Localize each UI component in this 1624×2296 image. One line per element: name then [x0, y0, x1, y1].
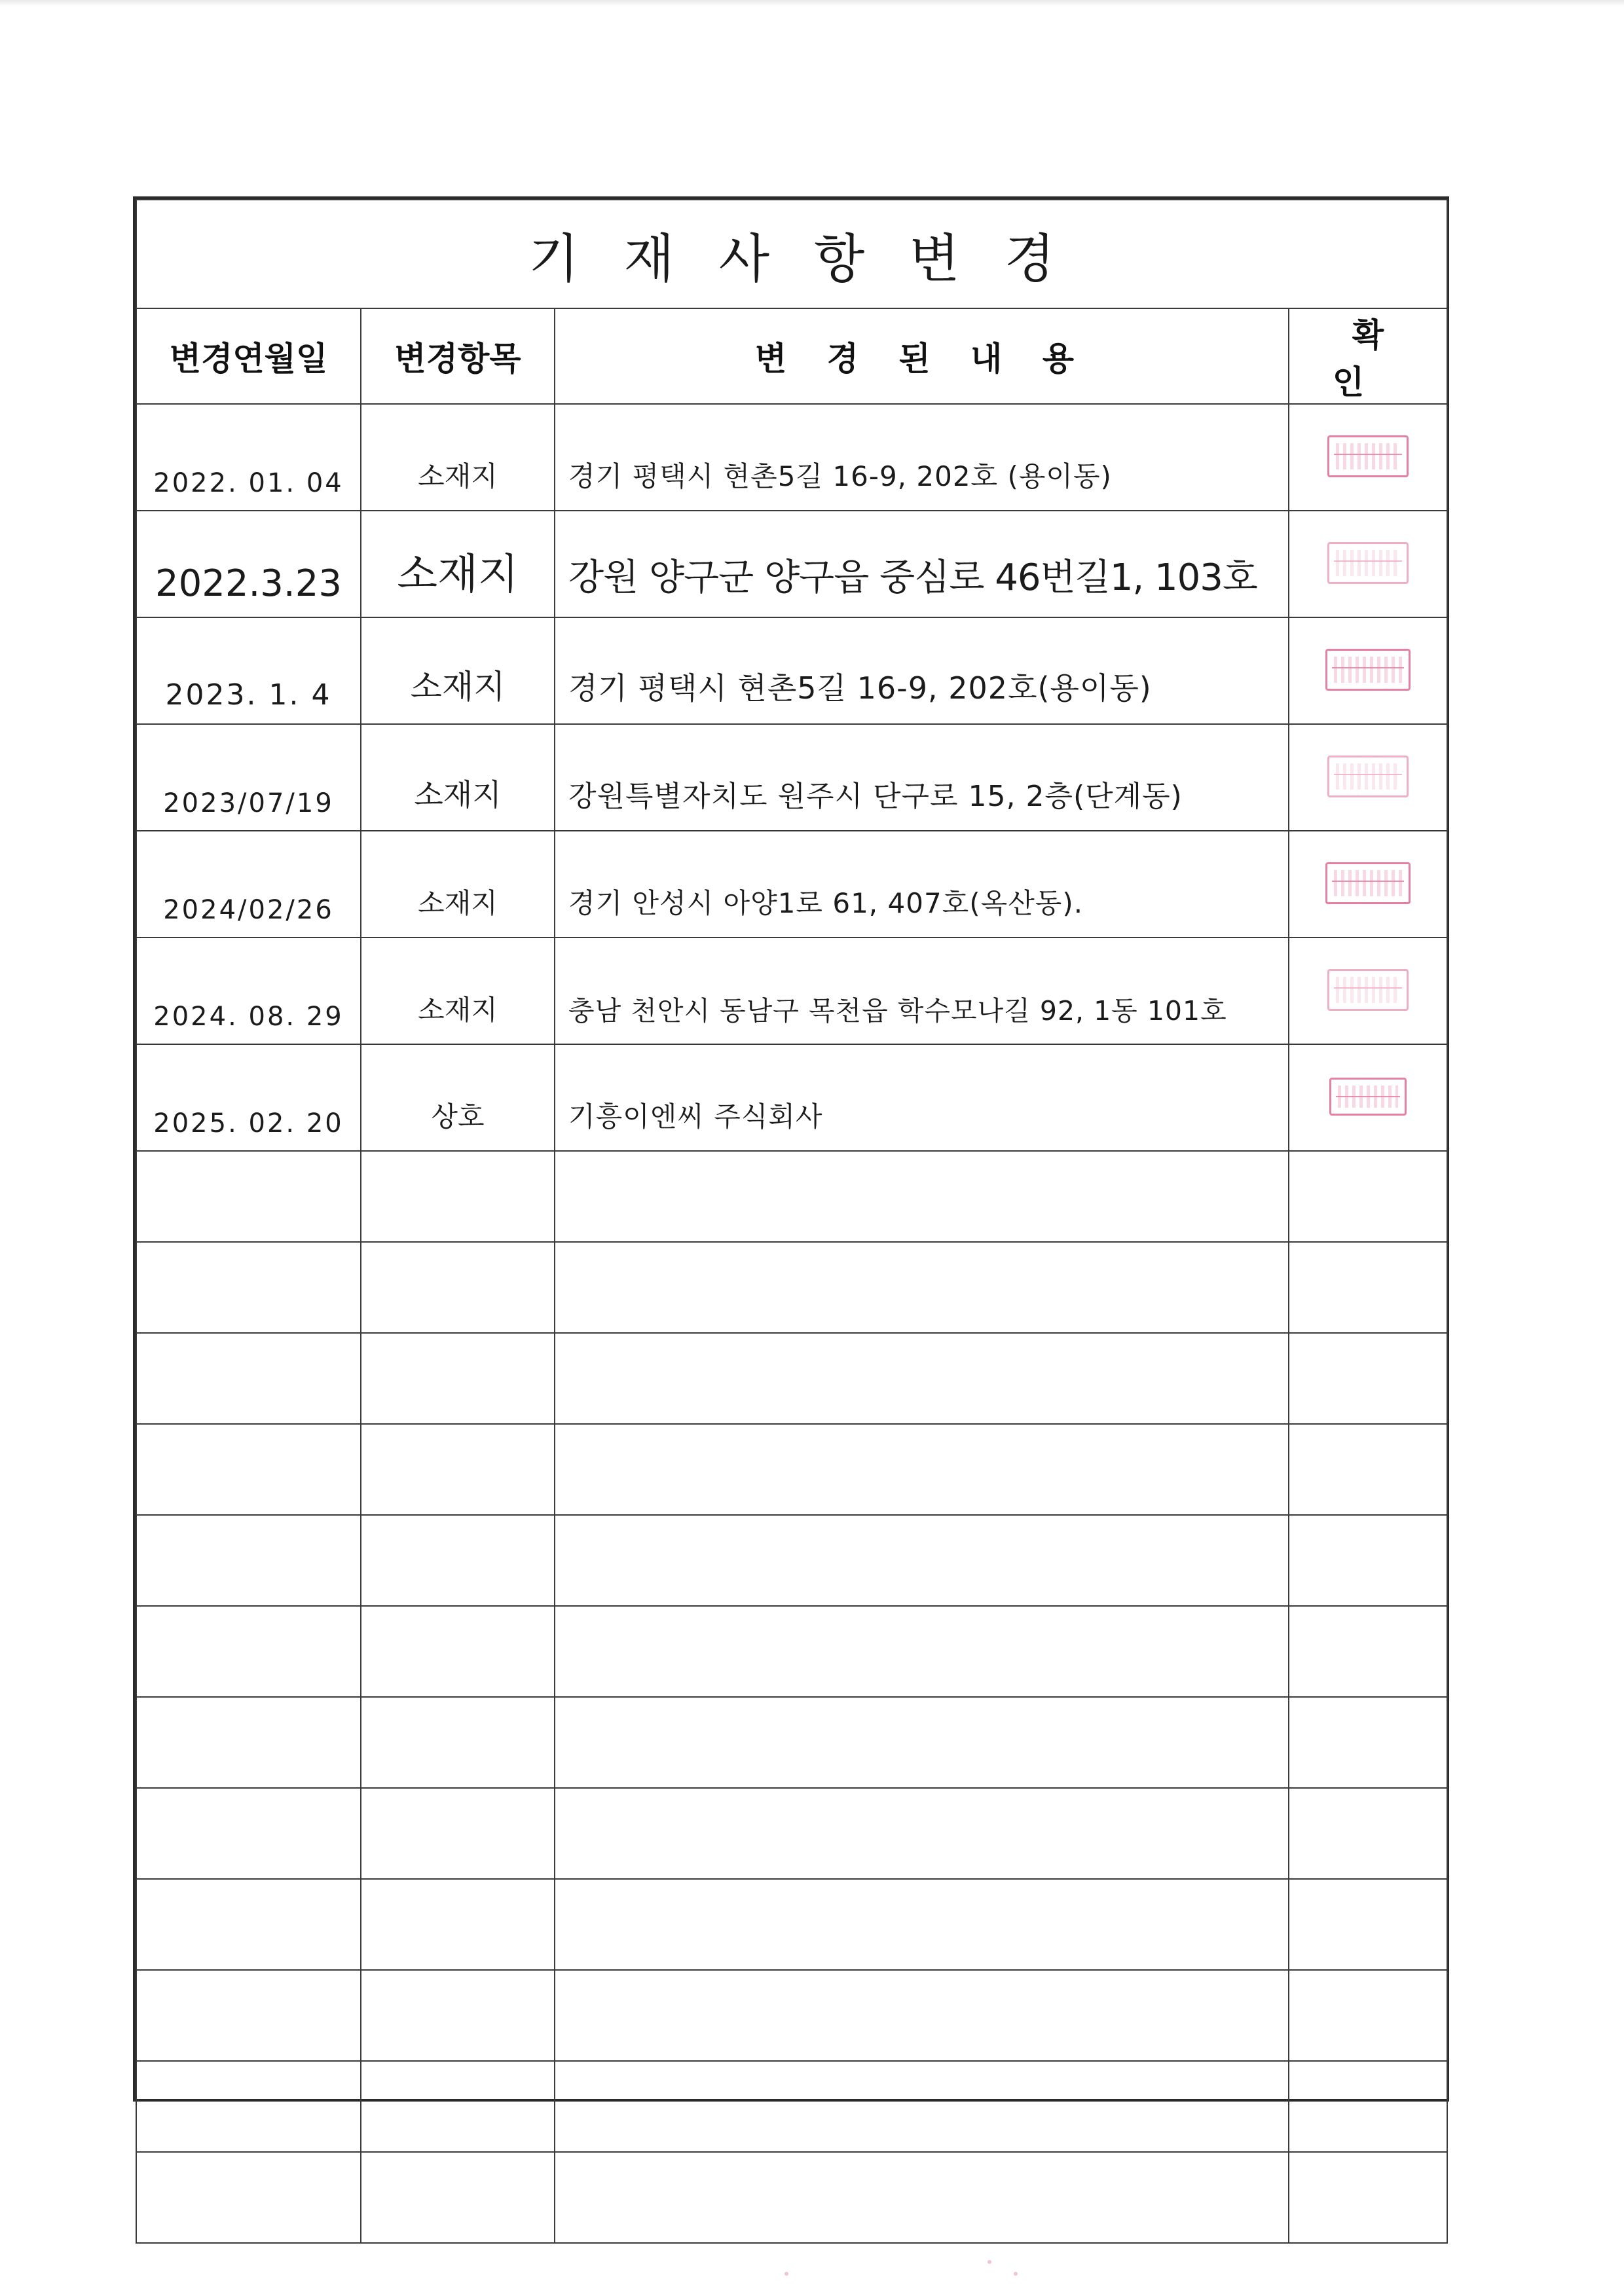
blank-row: [136, 1333, 1447, 1424]
header-change-item: 변경항목: [361, 308, 555, 404]
confirm-stamp-icon: [1327, 542, 1409, 584]
blank-cell: [361, 1788, 555, 1879]
blank-cell: [555, 1424, 1289, 1515]
entry-date: 2022. 01. 04: [153, 468, 344, 498]
blank-cell: [136, 1424, 361, 1515]
blank-cell: [136, 1515, 361, 1606]
form-title-char: 변: [909, 228, 960, 289]
table-row: [136, 724, 1447, 831]
blank-cell: [361, 1151, 555, 1242]
table-row: [136, 831, 1447, 938]
blank-cell: [555, 2061, 1289, 2152]
blank-cell: [136, 2061, 361, 2152]
blank-cell: [555, 1242, 1289, 1333]
blank-cell: [361, 1515, 555, 1606]
blank-row: [136, 1515, 1447, 1606]
blank-cell: [555, 1697, 1289, 1788]
blank-cell: [361, 1424, 555, 1515]
entry-item: 소재지: [418, 460, 498, 492]
blank-row: [136, 1242, 1447, 1333]
entry-date: 2022.3.23: [155, 562, 342, 605]
form-title-char: 항: [814, 228, 865, 289]
blank-cell: [136, 1606, 361, 1697]
blank-row: [136, 2152, 1447, 2243]
blank-cell: [555, 1333, 1289, 1424]
blank-cell: [1289, 1151, 1447, 1242]
blank-cell: [136, 1879, 361, 1970]
blank-row: [136, 2061, 1447, 2152]
blank-row: [136, 1424, 1447, 1515]
form-title-char: 기: [528, 228, 580, 289]
blank-cell: [361, 2061, 555, 2152]
confirm-stamp-icon: [1327, 969, 1409, 1011]
blank-cell: [555, 1879, 1289, 1970]
header-change-date: 변경연월일: [136, 308, 361, 404]
blank-cell: [136, 1151, 361, 1242]
form-title: [136, 200, 1447, 308]
blank-cell: [1289, 1424, 1447, 1515]
header-row: [136, 308, 1447, 404]
blank-cell: [555, 1606, 1289, 1697]
entry-item: 소재지: [414, 777, 502, 812]
change-record-form: [133, 196, 1449, 2102]
ink-residue: [784, 2272, 788, 2276]
confirm-stamp-icon: [1325, 649, 1411, 691]
scan-edge: [0, 0, 1624, 7]
confirm-stamp-icon: [1329, 1078, 1407, 1116]
table-row: [136, 938, 1447, 1044]
blank-cell: [1289, 1242, 1447, 1333]
blank-cell: [361, 1970, 555, 2061]
blank-cell: [1289, 1606, 1447, 1697]
table-row: [136, 404, 1447, 511]
header-changed-content: 변 경 된 내 용: [555, 308, 1289, 404]
blank-cell: [1289, 1788, 1447, 1879]
ink-residue: [1014, 2272, 1018, 2276]
blank-cell: [1289, 2061, 1447, 2152]
blank-row: [136, 1151, 1447, 1242]
blank-cell: [361, 1879, 555, 1970]
blank-row: [136, 1788, 1447, 1879]
entry-content: 경기 안성시 아양1로 61, 407호(옥산동).: [568, 887, 1084, 919]
entry-content: 강원 양구군 양구읍 중심로 46번길1, 103호: [568, 556, 1257, 599]
blank-cell: [1289, 1333, 1447, 1424]
entry-item: 상호: [431, 1101, 485, 1133]
blank-cell: [555, 1970, 1289, 2061]
form-title-char: 경: [1004, 228, 1055, 289]
entry-content: 경기 평택시 현촌5길 16-9, 202호 (용이동): [568, 460, 1112, 492]
form-title-char: 사: [718, 228, 769, 289]
confirm-stamp-icon: [1327, 756, 1409, 797]
blank-cell: [1289, 1515, 1447, 1606]
table-row: [136, 617, 1447, 724]
entry-content: 경기 평택시 현촌5길 16-9, 202호(용이동): [568, 670, 1152, 706]
table-row: [136, 1044, 1447, 1151]
blank-cell: [1289, 2152, 1447, 2243]
entry-item: 소재지: [410, 668, 506, 706]
entry-date: 2023/07/19: [163, 788, 334, 818]
blank-row: [136, 1697, 1447, 1788]
blank-cell: [136, 1788, 361, 1879]
entry-content: 충남 천안시 동남구 목천읍 학수모나길 92, 1동 101호: [568, 995, 1227, 1027]
blank-cell: [136, 1242, 361, 1333]
blank-cell: [361, 2152, 555, 2243]
form-title-char: 재: [623, 228, 674, 289]
blank-cell: [361, 1242, 555, 1333]
blank-cell: [361, 1697, 555, 1788]
entry-date: 2024. 08. 29: [153, 1002, 344, 1032]
ink-residue: [987, 2260, 991, 2264]
blank-cell: [361, 1333, 555, 1424]
blank-cell: [136, 1697, 361, 1788]
blank-row: [136, 1970, 1447, 2061]
entry-content: 강원특별자치도 원주시 단구로 15, 2층(단계동): [568, 780, 1183, 813]
blank-cell: [136, 1333, 361, 1424]
blank-cell: [136, 2152, 361, 2243]
blank-row: [136, 1606, 1447, 1697]
confirm-stamp-icon: [1327, 435, 1409, 477]
change-record-table: [136, 199, 1448, 2244]
entry-date: 2023. 1. 4: [165, 678, 332, 712]
blank-cell: [555, 1515, 1289, 1606]
blank-row: [136, 1879, 1447, 1970]
form-title-text: [506, 217, 1077, 292]
header-confirm: 확 인: [1289, 308, 1447, 404]
confirm-stamp-icon: [1325, 862, 1411, 904]
entry-content: 기흥이엔씨 주식회사: [568, 1101, 823, 1133]
entry-item: 소재지: [418, 994, 498, 1026]
entry-date: 2025. 02. 20: [153, 1108, 344, 1139]
blank-cell: [555, 2152, 1289, 2243]
blank-cell: [361, 1606, 555, 1697]
blank-cell: [136, 1970, 361, 2061]
blank-cell: [555, 1788, 1289, 1879]
blank-cell: [1289, 1697, 1447, 1788]
entry-item: 소재지: [397, 551, 519, 599]
blank-cell: [1289, 1970, 1447, 2061]
blank-cell: [1289, 1879, 1447, 1970]
blank-cell: [555, 1151, 1289, 1242]
table-row: [136, 511, 1447, 617]
entry-date: 2024/02/26: [163, 895, 334, 925]
entry-item: 소재지: [418, 887, 498, 919]
